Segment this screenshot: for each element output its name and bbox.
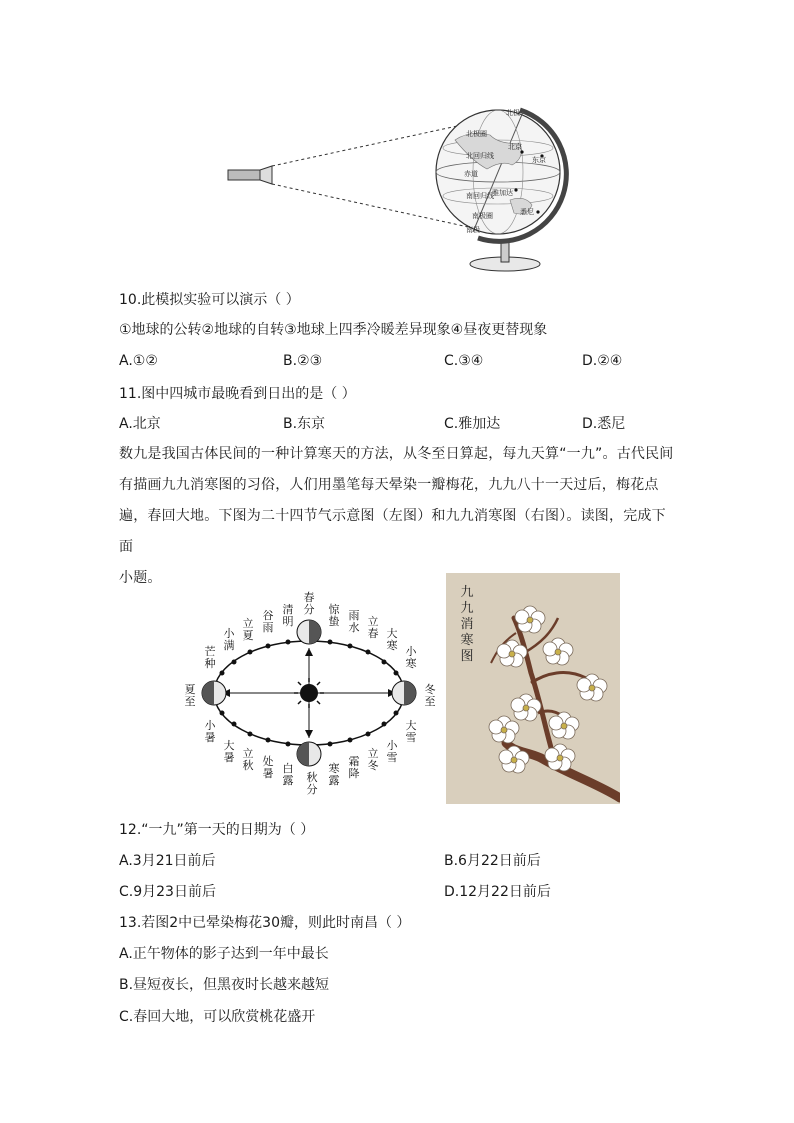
q11-option-a[interactable]: A.北京	[119, 416, 161, 432]
q10-option-d[interactable]: D.②④	[582, 353, 623, 369]
plum-flower-icon	[549, 712, 579, 739]
plum-title: 九九消寒图	[460, 585, 474, 664]
plum-flower-icon	[543, 638, 573, 665]
earth-position-spring-equinox	[297, 620, 321, 644]
term-autumn-equinox: 秋分	[306, 771, 318, 796]
term-yushui: 雨水	[348, 609, 360, 634]
q10-option-b[interactable]: B.②③	[283, 353, 323, 369]
plum-branch-illustration	[446, 573, 620, 804]
label-equator: 赤道	[464, 170, 478, 178]
term-xiaoman: 小满	[223, 627, 235, 652]
term-guyu: 谷雨	[262, 609, 274, 634]
q12-option-a[interactable]: A.3月21日前后	[119, 853, 216, 869]
passage	[119, 439, 679, 594]
q12-option-d[interactable]: D.12月22日前后	[444, 884, 551, 900]
q13-option-c[interactable]: C.春回大地，可以欣赏桃花盛开	[119, 1009, 316, 1025]
term-xiaoxue: 小雪	[386, 739, 398, 764]
q13-option-a[interactable]: A.正午物体的影子达到一年中最长	[119, 946, 329, 962]
q12-option-c[interactable]: C.9月23日前后	[119, 884, 216, 900]
term-mangzhong: 芒种	[204, 645, 216, 670]
q10-option-a[interactable]: A.①②	[119, 353, 158, 369]
term-winter-solstice: 冬至	[424, 683, 436, 708]
q11-option-d[interactable]: D.悉尼	[582, 416, 626, 432]
label-south-pole: 南极	[466, 226, 480, 234]
earth-position-autumn-equinox	[297, 742, 321, 766]
earth-position-winter-solstice	[392, 681, 416, 705]
term-qingming: 清明	[282, 603, 294, 628]
q10-option-c[interactable]: C.③④	[444, 353, 484, 369]
earth-position-summer-solstice	[202, 681, 226, 705]
q11-option-b[interactable]: B.东京	[283, 416, 326, 432]
label-tokyo: 东京	[532, 156, 546, 164]
label-jakarta: 雅加达	[492, 189, 513, 197]
term-shuangjiang: 霜降	[348, 755, 360, 780]
label-arctic-circle: 北极圈	[466, 130, 487, 138]
passage-line-4: 小题。	[119, 570, 162, 586]
globe-stand	[470, 240, 540, 271]
term-chushu: 处暑	[262, 755, 274, 780]
q10-statements: ①地球的公转②地球的自转③地球上四季冷暖差异现象④昼夜更替现象	[119, 322, 548, 338]
label-sydney: 悉尼	[520, 208, 534, 216]
term-jingzhe: 惊蛰	[328, 603, 340, 628]
term-xiaohan: 小寒	[405, 645, 417, 670]
passage-line-1: 数九是我国古体民间的一种计算寒天的方法，从冬至日算起，每九天算“一九”。古代民间	[119, 446, 674, 462]
term-dashu: 大暑	[223, 739, 235, 764]
term-dahan: 大寒	[386, 627, 398, 652]
q13-stem: 13.若图2中已晕染梅花30瓣，则此时南昌（ ）	[119, 915, 411, 931]
term-summer-solstice: 夏至	[184, 683, 196, 708]
term-liqiu: 立秋	[242, 747, 254, 772]
term-spring-equinox: 春分	[303, 591, 315, 616]
term-lichun: 立春	[367, 615, 379, 640]
q11-option-c[interactable]: C.雅加达	[444, 416, 501, 432]
term-lidong: 立冬	[367, 747, 379, 772]
label-antarctic-circle: 南极圈	[472, 212, 493, 220]
label-tropic-capricorn: 南回归线	[466, 192, 494, 200]
label-north-pole: 北极	[506, 109, 520, 117]
term-daxue: 大雪	[405, 719, 417, 744]
label-tropic-cancer: 北回归线	[466, 152, 494, 160]
term-xiaoshu: 小暑	[204, 719, 216, 744]
globe	[436, 110, 566, 241]
term-bailu: 白露	[282, 762, 294, 787]
q11-stem: 11.图中四城市最晚看到日出的是（ ）	[119, 386, 356, 402]
q10-stem: 10.此模拟实验可以演示（ ）	[119, 292, 300, 308]
term-lixia: 立夏	[242, 617, 254, 642]
plum-flower-icon	[515, 606, 545, 633]
passage-line-2: 有描画九九消寒图的习俗，人们用墨笔每天晕染一瓣梅花，九九八十一天过后，梅花点	[119, 477, 659, 493]
plum-flower-icon	[545, 744, 575, 771]
q12-option-b[interactable]: B.6月22日前后	[444, 853, 541, 869]
q13-option-b[interactable]: B.昼短夜长，但黑夜时长越来越短	[119, 977, 330, 993]
globe-flashlight-figure	[220, 100, 580, 275]
plum-flower-icon	[489, 716, 519, 743]
label-beijing: 北京	[508, 143, 522, 151]
plum-blossom-panel	[446, 573, 620, 804]
q12-stem: 12.“一九”第一天的日期为（ ）	[119, 822, 315, 838]
flashlight-icon	[228, 166, 272, 184]
term-hanlu: 寒露	[328, 762, 340, 787]
plum-flower-icon	[577, 674, 607, 701]
passage-line-3: 遍，春回大地。下图为二十四节气示意图（左图）和九九消寒图（右图）。读图，完成下面	[119, 508, 666, 555]
